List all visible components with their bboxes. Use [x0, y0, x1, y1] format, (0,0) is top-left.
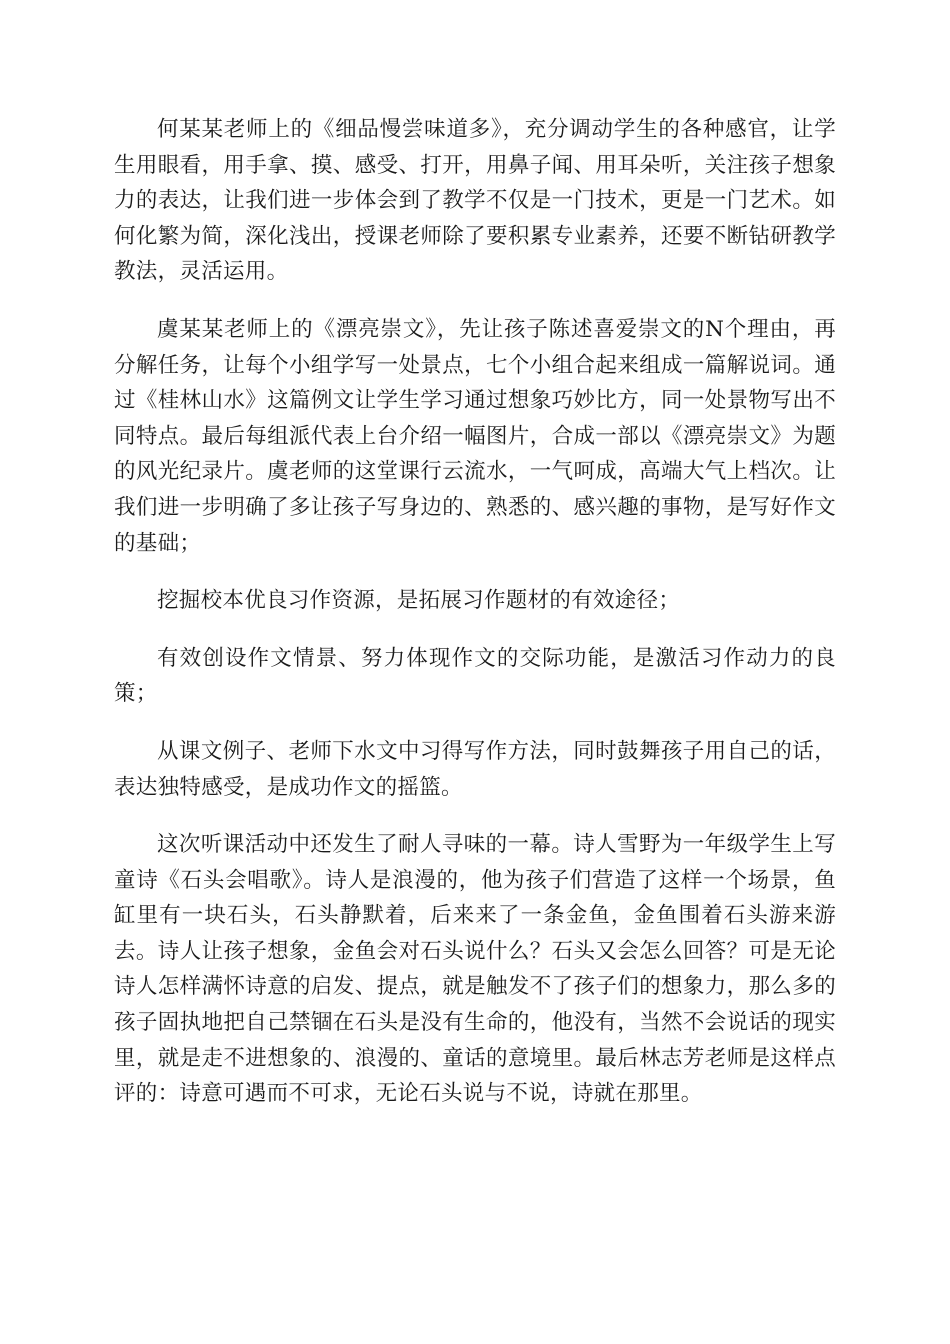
paragraph-2: 虞某某老师上的《漂亮崇文》，先让孩子陈述喜爱崇文的N个理由，再分解任务，让每个小组学写一处景点，七个小组合起来组成一篇解说词。通过《桂林山水》这篇例文让学生学习通过想象巧妙比方，同一处景物写出不同特点。最后每组派代表上台介绍一幅图片，合成一部以《漂亮崇文》为题的风光纪录片。虞老师的这堂课行云流水，一气呵成，高端大气上档次。让我们进一步明确了多让孩子写身边的、熟悉的、感兴趣的事物，是写好作文的基础； — [114, 316, 836, 556]
document-body — [114, 112, 836, 1134]
paragraph-3: 挖掘校本优良习作资源，是拓展习作题材的有效途径； — [157, 588, 681, 614]
paragraph-4: 有效创设作文情景、努力体现作文的交际功能，是激活习作动力的良策； — [114, 645, 836, 707]
paragraph-5: 从课文例子、老师下水文中习得写作方法，同时鼓舞孩子用自己的话，表达独特感受，是成功作文的摇篮。 — [114, 738, 836, 800]
paragraph-6: 这次听课活动中还发生了耐人寻味的一幕。诗人雪野为一年级学生上写童诗《石头会唱歌》。诗人是浪漫的，他为孩子们营造了这样一个场景，鱼缸里有一块石头，石头静默着，后来来了一条金鱼，金鱼围着石头游来游去。诗人让孩子想象，金鱼会对石头说什么？石头又会怎么回答？可是无论诗人怎样满怀诗意的启发、提点，就是触发不了孩子们的想象力，那么多的孩子固执地把自己禁锢在石头是没有生命的，他没有，当然不会说话的现实里，就是走不进想象的、浪漫的、童话的意境里。最后林志芳老师是这样点评的：诗意可遇而不可求，无论石头说与不说，诗就在那里。 — [114, 832, 836, 1107]
paragraph-1: 何某某老师上的《细品慢尝味道多》，充分调动学生的各种感官，让学生用眼看，用手拿、摸、感受、打开，用鼻子闻、用耳朵听，关注孩子想象力的表达，让我们进一步体会到了教学不仅是一门技术，更是一门艺术。如何化繁为简，深化浅出，授课老师除了要积累专业素养，还要不断钻研教学教法，灵活运用。 — [114, 117, 836, 285]
